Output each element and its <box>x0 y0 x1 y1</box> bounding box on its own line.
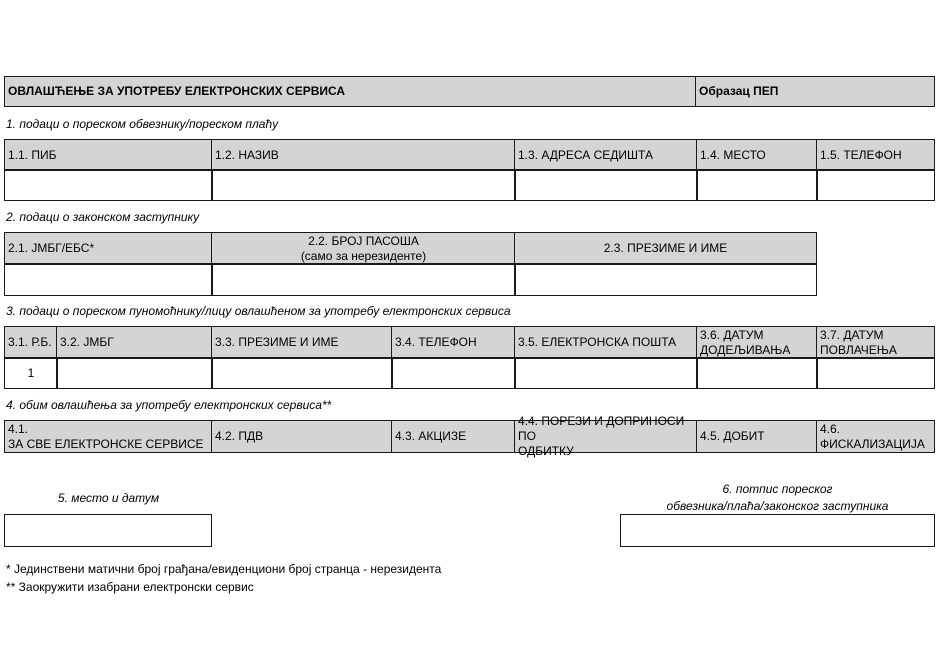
section2-heading: 2. подаци о законском заступнику <box>6 210 200 224</box>
col-datum-dodeljivanja: 3.6. ДАТУМ ДОДЕЉИВАЊА <box>696 326 818 359</box>
input-mesto[interactable] <box>696 169 818 201</box>
form-code: Образац ПЕП <box>695 76 935 107</box>
col-telefon: 1.5. ТЕЛЕФОН <box>816 139 935 171</box>
footnote-services: ** Заокружити изабрани електронски сервис <box>6 580 254 594</box>
input-elektronska-posta[interactable] <box>514 357 698 389</box>
section4-heading: 4. обим овлашћења за употребу електронских сервиса** <box>6 398 332 412</box>
signature-label-line2: обвезника/плаћа/законског заступника <box>666 499 889 513</box>
input-telefon[interactable] <box>816 169 935 201</box>
option-svi-servisi[interactable]: 4.1. ЗА СВЕ ЕЛЕКТРОНСКЕ СЕРВИСЕ <box>4 420 213 453</box>
col-prezime-ime-zastupnik: 2.3. ПРЕЗИМЕ И ИМЕ <box>514 232 817 265</box>
option-pdv[interactable]: 4.2. ПДВ <box>211 420 393 453</box>
signature-label-line1: 6. потпис пореског <box>722 482 833 496</box>
col-adresa: 1.3. АДРЕСА СЕДИШТА <box>514 139 698 171</box>
option-fiskalizacija[interactable]: 4.6. ФИСКАЛИЗАЦИЈА <box>816 420 935 453</box>
input-telefon-punomocnik[interactable] <box>391 357 516 389</box>
input-datum-dodeljivanja[interactable] <box>696 357 818 389</box>
input-prezime-ime[interactable] <box>211 357 393 389</box>
col-jmbg-ebs: 2.1. ЈМБГ/ЕБС* <box>4 232 213 265</box>
form-title: ОВЛАШЋЕЊЕ ЗА УПОТРЕБУ ЕЛЕКТРОНСКИХ СЕРВИСА <box>4 76 697 107</box>
col-jmbg: 3.2. ЈМБГ <box>56 326 213 359</box>
place-date-label: 5. место и датум <box>57 491 160 505</box>
input-datum-povlacenja[interactable] <box>816 357 935 389</box>
input-prezime-ime-zastupnik[interactable] <box>514 263 817 296</box>
option-porezi-doprinosi[interactable]: 4.4. ПОРЕЗИ И ДОПРИНОСИ ПО ОДБИТКУ <box>514 420 698 453</box>
input-pib[interactable] <box>4 169 213 201</box>
option-dobit[interactable]: 4.5. ДОБИТ <box>696 420 818 453</box>
input-place-date[interactable] <box>4 514 212 547</box>
row-number: 1 <box>4 357 58 389</box>
col-broj-pasosa: 2.2. БРОЈ ПАСОША (само за нерезиденте) <box>211 232 516 265</box>
section3-heading: 3. подаци о пореском пуномоћнику/лицу овлашћеном за употребу електронских сервиса <box>6 304 511 318</box>
footnote-jmbg: * Јединствени матични број грађана/евиденциони број странца - нерезидента <box>6 562 442 576</box>
col-elektronska-posta: 3.5. ЕЛЕКТРОНСКА ПОШТА <box>514 326 698 359</box>
section1-heading: 1. подаци о пореском обвезнику/пореском плаћу <box>6 117 279 131</box>
input-signature[interactable] <box>620 514 935 547</box>
col-telefon-punomocnik: 3.4. ТЕЛЕФОН <box>391 326 516 359</box>
option-akcize[interactable]: 4.3. АКЦИЗЕ <box>391 420 516 453</box>
input-adresa[interactable] <box>514 169 698 201</box>
input-jmbg[interactable] <box>56 357 213 389</box>
input-broj-pasosa[interactable] <box>211 263 516 296</box>
col-datum-povlacenja: 3.7. ДАТУМ ПОВЛАЧЕЊА <box>816 326 935 359</box>
col-naziv: 1.2. НАЗИВ <box>211 139 516 171</box>
input-naziv[interactable] <box>211 169 516 201</box>
col-rb: 3.1. Р.Б. <box>4 326 58 359</box>
col-pib: 1.1. ПИБ <box>4 139 213 171</box>
col-prezime-ime: 3.3. ПРЕЗИМЕ И ИМЕ <box>211 326 393 359</box>
input-jmbg-ebs[interactable] <box>4 263 213 296</box>
col-mesto: 1.4. МЕСТО <box>696 139 818 171</box>
